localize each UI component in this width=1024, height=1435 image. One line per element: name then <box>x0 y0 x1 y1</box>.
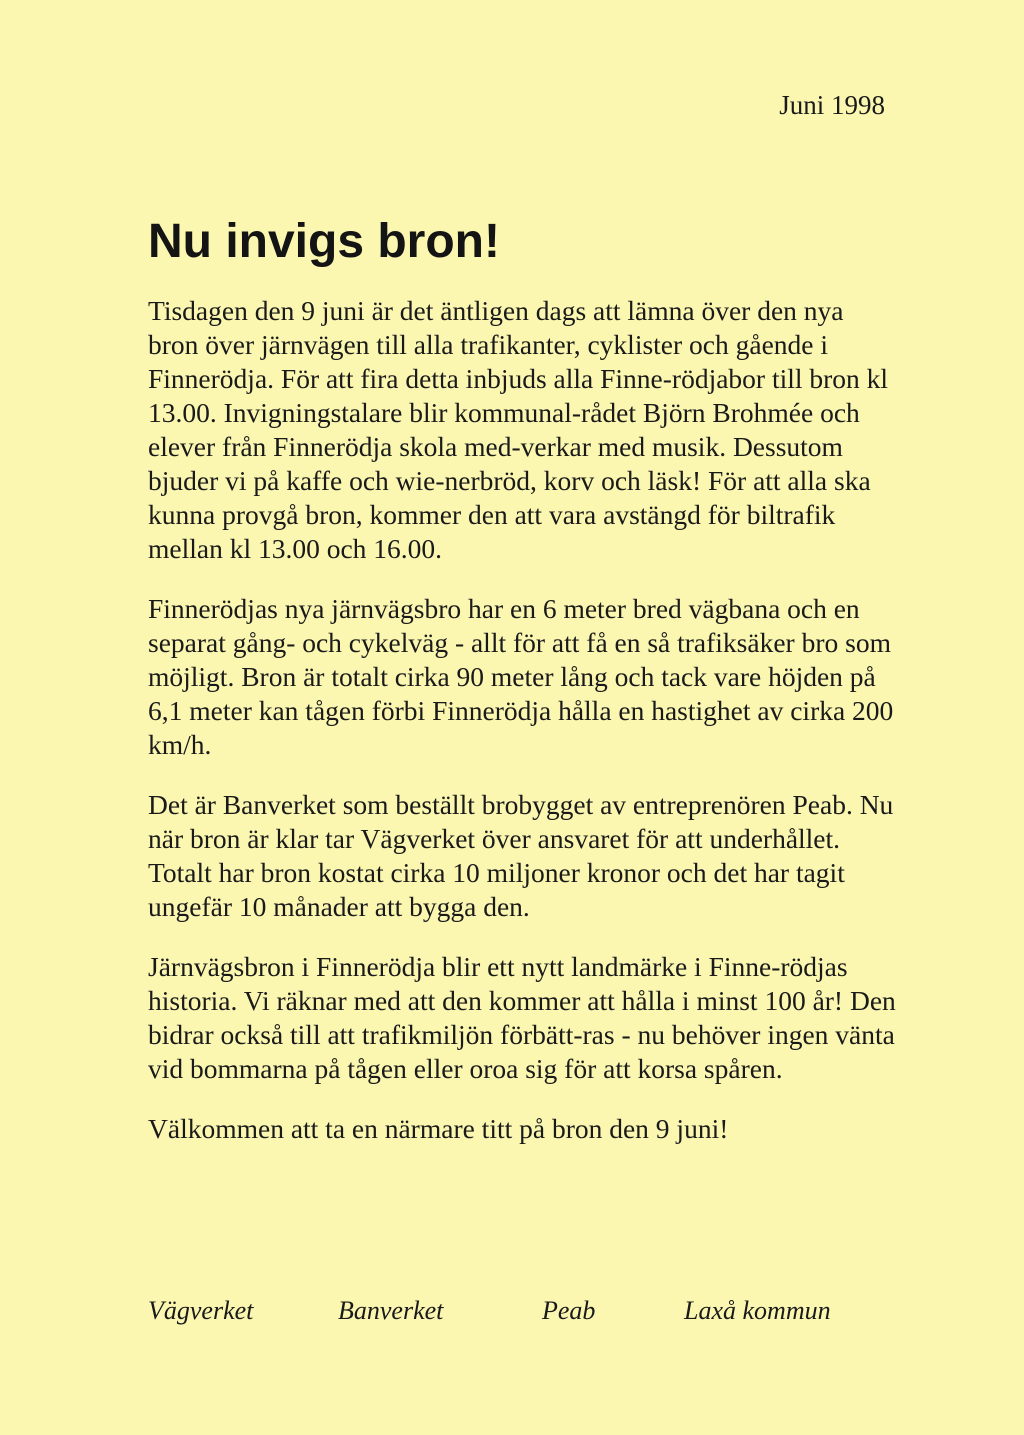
paragraph-invitation: Tisdagen den 9 juni är det äntligen dags att lämna över den nya bron över järnvägen till alla trafikanter, cyklister och gående i Finnerödja. För att fira detta inbjuds alla Finne-rödjabor till bron kl 13.00. Invigningstalare blir kommunal-rådet Björn Brohmée och elever från Finnerödja skola med-verkar med musik. Dessutom bjuder vi på kaffe och wie-nerbröd, korv och läsk! För att alla ska kunna provgå bron, kommer den att vara avstängd för biltrafik mellan kl 13.00 och 16.00. <box>148 295 889 564</box>
signature-vagverket: Vägverket <box>148 1296 254 1325</box>
signature-laxa-kommun: Laxå kommun <box>684 1296 831 1325</box>
paragraph-construction: Det är Banverket som beställt brobygget av entreprenören Peab. Nu när bron är klar tar Vägverket över ansvaret för att underhållet. Totalt har bron kostat cirka 10 miljoner kronor och det har tagit ungefär 10 månader att bygga den. <box>148 789 894 922</box>
paragraph-bridge-facts: Finnerödjas nya järnvägsbro har en 6 meter bred vägbana och en separat gång- och cykelväg - allt för att få en så trafiksäker bro som möjligt. Bron är totalt cirka 90 meter lång och tack vare höjden på 6,1 meter kan tågen förbi Finnerödja hålla en hastighet av cirka 200 km/h. <box>148 593 894 760</box>
paragraph-landmark: Järnvägsbron i Finnerödja blir ett nytt landmärke i Finne-rödjas historia. Vi räknar med att den kommer att hålla i minst 100 år! Den bidrar också till att trafikmiljön förbätt-ras - nu behöver ingen vänta vid bommarna på tågen eller oroa sig för att korsa spåren. <box>148 951 896 1084</box>
document-date: Juni 1998 <box>779 90 885 120</box>
signature-row <box>148 1294 868 1334</box>
body-text <box>148 294 900 1172</box>
paragraph-welcome: Välkommen att ta en närmare titt på bron den 9 juni! <box>148 1113 729 1144</box>
headline: Nu invigs bron! <box>148 215 500 268</box>
signature-banverket: Banverket <box>338 1296 444 1325</box>
signature-peab: Peab <box>542 1296 596 1325</box>
